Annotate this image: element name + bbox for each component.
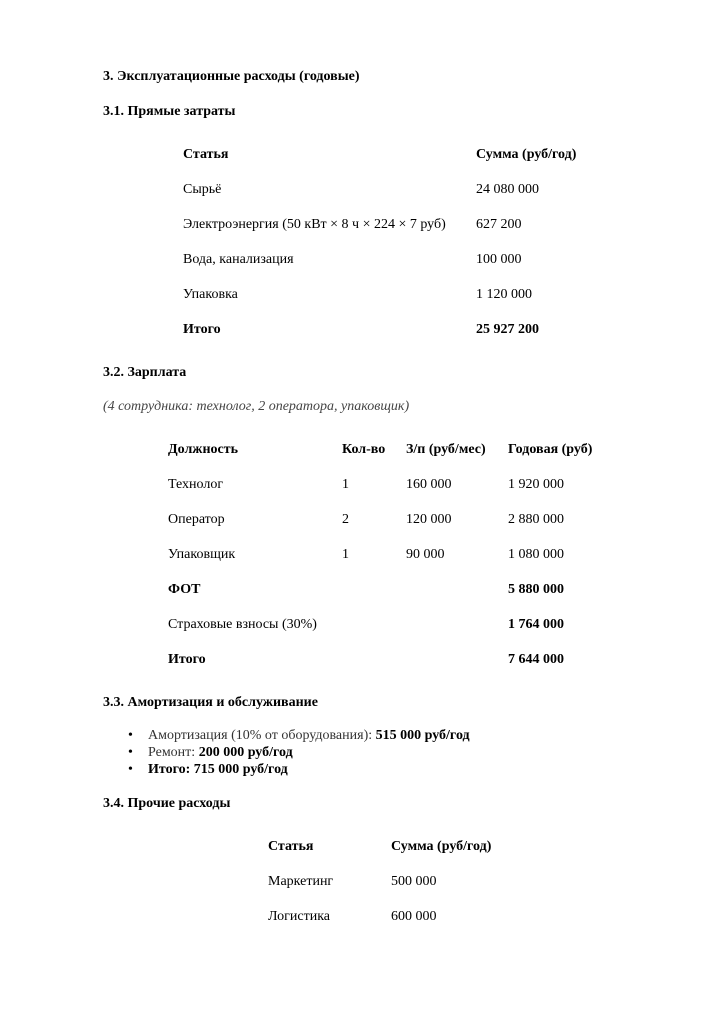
table-total-value: 25 927 200 <box>476 322 539 337</box>
table-header: Статья <box>183 147 229 162</box>
table-header: Сумма (руб/год) <box>476 147 577 162</box>
table-cell: 24 080 000 <box>476 182 539 197</box>
table-fot-value: 5 880 000 <box>508 582 564 597</box>
table-fot-label: ФОТ <box>168 582 201 597</box>
table-cell: Сырьё <box>183 182 222 197</box>
table-cell: 1 120 000 <box>476 287 532 302</box>
table-cell: 2 <box>342 512 349 527</box>
table-header: Кол-во <box>342 442 386 457</box>
table-header: Сумма (руб/год) <box>391 839 492 854</box>
subsection-title-direct-costs: 3.1. Прямые затраты <box>103 104 236 119</box>
subsection-title-other: 3.4. Прочие расходы <box>103 796 231 811</box>
subsection-title-amortization: 3.3. Амортизация и обслуживание <box>103 695 318 710</box>
table-total-value: 7 644 000 <box>508 652 564 667</box>
table-cell: Оператор <box>168 512 225 527</box>
table-cell: Упаковка <box>183 287 238 302</box>
table-cell: 120 000 <box>406 512 452 527</box>
list-item: • Ремонт: 200 000 руб/год <box>128 744 470 761</box>
table-insurance-value: 1 764 000 <box>508 617 564 632</box>
table-header: З/п (руб/мес) <box>406 442 486 457</box>
table-cell: Упаковщик <box>168 547 236 562</box>
table-cell: Электроэнергия (50 кВт × 8 ч × 224 × 7 руб) <box>183 217 446 232</box>
table-header: Должность <box>168 442 239 457</box>
table-cell: 1 <box>342 547 349 562</box>
table-cell: 160 000 <box>406 477 452 492</box>
salary-note: (4 сотрудника: технолог, 2 оператора, упаковщик) <box>103 399 410 414</box>
table-header: Статья <box>268 839 314 854</box>
table-cell: Логистика <box>268 909 331 924</box>
table-cell: 100 000 <box>476 252 522 267</box>
table-insurance-label: Страховые взносы (30%) <box>168 617 317 632</box>
table-cell: Вода, канализация <box>183 252 294 267</box>
table-cell: 500 000 <box>391 874 437 889</box>
list-item: • Амортизация (10% от оборудования): 515 000 руб/год <box>128 727 470 744</box>
table-header: Годовая (руб) <box>508 442 593 457</box>
list-item: • Итого: 715 000 руб/год <box>128 761 470 778</box>
table-cell: 1 080 000 <box>508 547 564 562</box>
table-cell: 600 000 <box>391 909 437 924</box>
table-cell: Маркетинг <box>268 874 334 889</box>
section-title: 3. Эксплуатационные расходы (годовые) <box>103 69 360 84</box>
amortization-list <box>128 727 470 778</box>
subsection-title-salary: 3.2. Зарплата <box>103 365 187 380</box>
table-total-label: Итого <box>168 652 206 667</box>
table-cell: 627 200 <box>476 217 522 232</box>
table-cell: 1 920 000 <box>508 477 564 492</box>
table-cell: 90 000 <box>406 547 445 562</box>
table-cell: Технолог <box>168 477 224 492</box>
table-cell: 1 <box>342 477 349 492</box>
table-cell: 2 880 000 <box>508 512 564 527</box>
table-total-label: Итого <box>183 322 221 337</box>
